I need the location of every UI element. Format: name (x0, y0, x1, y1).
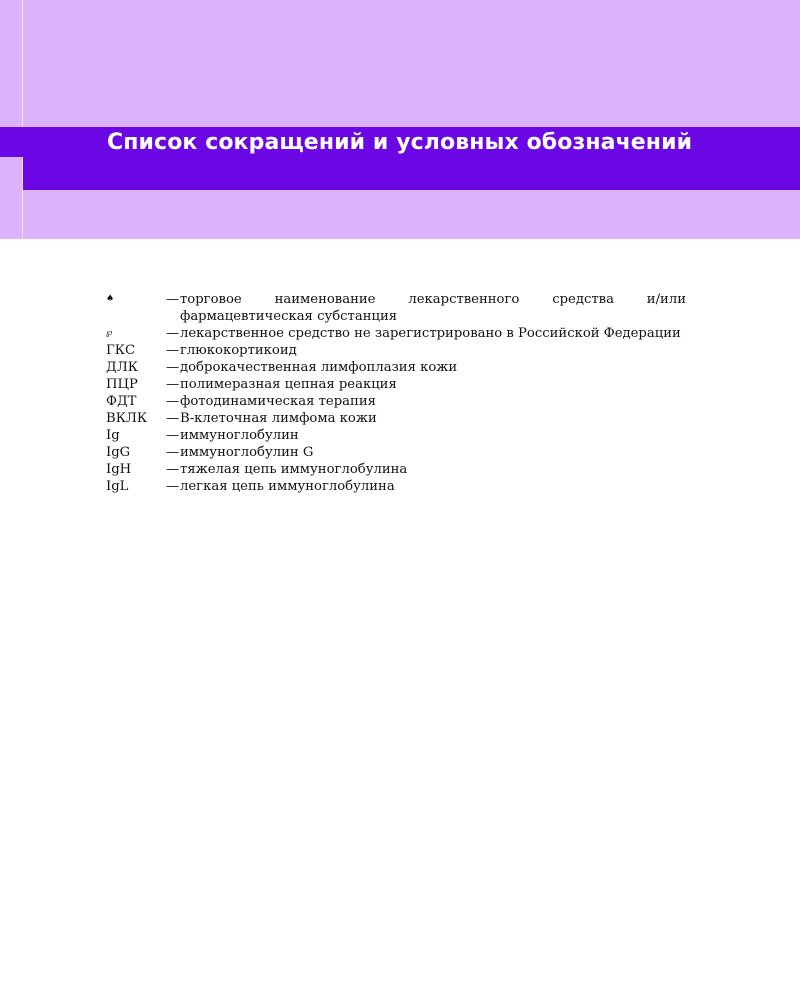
abbreviation-definition: фотодинамическая терапия (180, 394, 376, 409)
abbreviation-row (106, 376, 686, 393)
abbreviation-term: ДЛК (106, 360, 138, 375)
abbreviation-term: ПЦР (106, 377, 138, 392)
abbreviation-definition: полимеразная цепная реакция (180, 377, 397, 392)
abbreviation-row (106, 461, 686, 478)
abbreviation-term: ℘ (106, 328, 113, 338)
abbreviation-row (106, 393, 686, 410)
abbreviation-definition: торговое наименование лекарственного средства и/или фармацевтическая субстанция (180, 292, 686, 324)
abbreviation-term: IgG (106, 445, 131, 460)
abbreviation-definition: иммуноглобулин G (180, 445, 314, 460)
abbreviation-list (106, 291, 686, 495)
abbreviation-row (106, 325, 686, 342)
abbreviation-row (106, 427, 686, 444)
abbreviation-dash: — (166, 292, 180, 307)
abbreviation-term: ♠ (106, 294, 115, 304)
abbreviation-row (106, 291, 686, 325)
abbreviation-dash: — (166, 394, 180, 409)
abbreviation-dash: — (166, 326, 180, 341)
header-band (0, 0, 800, 239)
abbreviation-dash: — (166, 360, 180, 375)
abbreviation-dash: — (166, 479, 180, 494)
title-bar-notch (0, 157, 22, 190)
abbreviation-row (106, 478, 686, 495)
abbreviation-definition: В-клеточная лимфома кожи (180, 411, 377, 426)
header-divider (22, 0, 23, 239)
abbreviation-dash: — (166, 428, 180, 443)
abbreviation-definition: глюкокортикоид (180, 343, 297, 358)
page-title: Список сокращений и условных обозначений (107, 130, 693, 155)
abbreviation-dash: — (166, 462, 180, 477)
abbreviation-row (106, 359, 686, 376)
abbreviation-dash: — (166, 343, 180, 358)
abbreviation-term: ФДТ (106, 394, 137, 409)
abbreviation-term: ГКС (106, 343, 136, 358)
abbreviation-definition: доброкачественная лимфоплазия кожи (180, 360, 458, 375)
abbreviation-row (106, 444, 686, 461)
abbreviation-dash: — (166, 445, 180, 460)
title-bar-notch-line (22, 157, 23, 190)
abbreviation-dash: — (166, 411, 180, 426)
abbreviation-term: ВКЛК (106, 411, 148, 426)
abbreviation-definition: тяжелая цепь иммуноглобулина (180, 462, 408, 477)
abbreviation-term: Ig (106, 428, 120, 443)
abbreviation-term: IgL (106, 479, 129, 494)
abbreviation-definition: иммуноглобулин (180, 428, 299, 443)
abbreviation-dash: — (166, 377, 180, 392)
abbreviation-definition: легкая цепь иммуноглобулина (180, 479, 395, 494)
abbreviation-row (106, 342, 686, 359)
abbreviation-row (106, 410, 686, 427)
abbreviation-term: IgH (106, 462, 132, 477)
abbreviation-definition: лекарственное средство не зарегистрировано в Российской Федерации (180, 326, 681, 341)
